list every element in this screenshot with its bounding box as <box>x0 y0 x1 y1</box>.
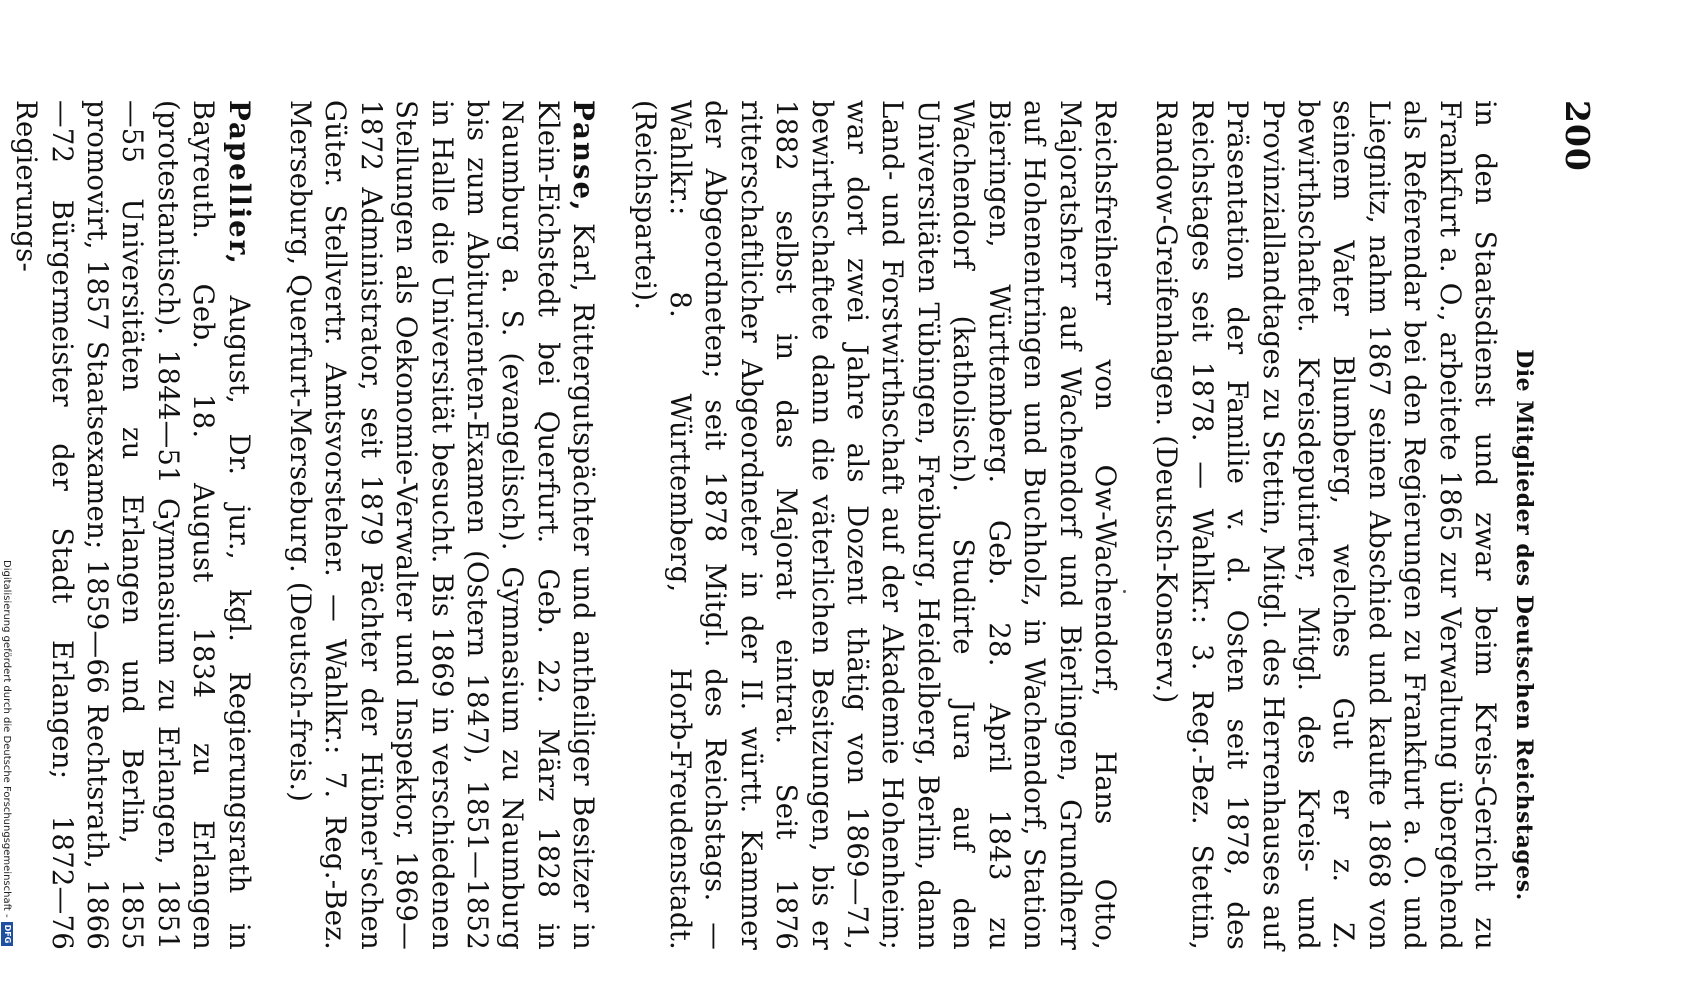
scan-speck <box>1123 590 1126 593</box>
entry-text: Reichsfreiherr von Ow-Wachendorf, Hans Otto, Majoratsherr auf Wachendorf und Bierlingen, Grundherr auf Hohenentringen und Buchholz, in Wachendorf, Station Bieringen, Württemberg. Geb. 28. April 1843 zu Wachendorf (katholisch). Studirte Jura auf den Universitäten Tübingen, Freiburg, Heidelberg, Berlin, dann Land- und Forstwirthschaft auf der Akademie Hohenheim; war dort zwei Jahre als Dozent thätig von 1869—71, bewirthschaftete dann die väterlichen Besitzungen, bis er 1882 selbst in das Majorat eintrat. Seit 1876 ritterschaftlicher Abgeordneter in der II. württ. Kammer der Abgeordneten; seit 1878 Mitgl. des Reichstags. — Wahlkr.: 8. Württemberg, Horb-Freudenstadt. (Reichspartei). <box>628 100 1122 950</box>
dfg-logo: DFG <box>1 922 13 947</box>
entry-text: August, Dr. jur., kgl. Regierungsrath in Bayreuth. Geb. 18. August 1834 zu Erlangen (protestantisch). 1844—51 Gymnasium zu Erlangen, 1851—55 Universitäten zu Erlangen und Berlin, 1855 promovirt, 1857 Staatsexamen; 1859—66 Rechtsrath, 1866—72 Bürgermeister der Stadt Erlangen; 1872—76 Regierungs- <box>10 100 256 950</box>
page-content <box>5 100 1503 950</box>
entry-text: Karl, Rittergutspächter und antheiliger Besitzer in Klein-Eichstedt bei Querfurt. Geb. 22. März 1828 in Naumburg a. S. (evangelisch). Gymnasium zu Naumburg bis zum Abiturienten-Examen (Ostern 1847), 1851—1852 in Halle die Universität besucht. Bis 1869 in verschiedenen Stellungen als Oekonomie-Verwalter und Inspektor, 1869—1872 Administrator, seit 1879 Pächter der Hübner'schen Güter. Stellvertr. Amtsvorsteher. — Wahlkr.: 7. Reg.-Bez. Merseburg, Querfurt-Merseburg. (Deutsch-freis.) <box>284 100 601 950</box>
page-header <box>1511 100 1601 950</box>
digitization-note: Digitalisierung gefördert durch die Deutsche Forschungsgemeinschaft - <box>1 560 13 918</box>
text-block <box>10 100 1601 950</box>
running-title: Die Mitglieder des Deutschen Reichstages. <box>1511 349 1537 901</box>
entry-name: Papellier, <box>222 100 256 266</box>
entry-papellier <box>9 100 257 950</box>
entry-panse <box>283 100 602 950</box>
entry-continuation <box>1149 100 1503 950</box>
page-number: 200 <box>1558 100 1597 172</box>
entry-name: Panse, <box>567 100 601 213</box>
entry-text: in den Staatsdienst und zwar beim Kreis-Gericht zu Frankfurt a. O., arbeitete 1865 zur Verwaltung übergehend als Referendar bei den Regierungen zu Frankfurt a. O. und Liegnitz, nahm 1867 seinen Abschied und kaufte 1868 von seinem Vater Blumberg, welches Gut er z. Z. bewirthschaftet. Kreisdeputirter, Mitgl. des Kreis- und Provinziallandtages zu Stettin, Mitgl. des Herrenhauses auf Präsentation der Familie v. d. Osten seit 1878, des Reichstages seit 1878. — Wahlkr.: 3. Reg.-Bez. Stettin, Randow-Greifenhagen. (Deutsch-Konserv.) <box>1150 100 1502 950</box>
entry-ow-wachendorf <box>627 100 1123 950</box>
digitization-footer <box>0 560 14 1000</box>
